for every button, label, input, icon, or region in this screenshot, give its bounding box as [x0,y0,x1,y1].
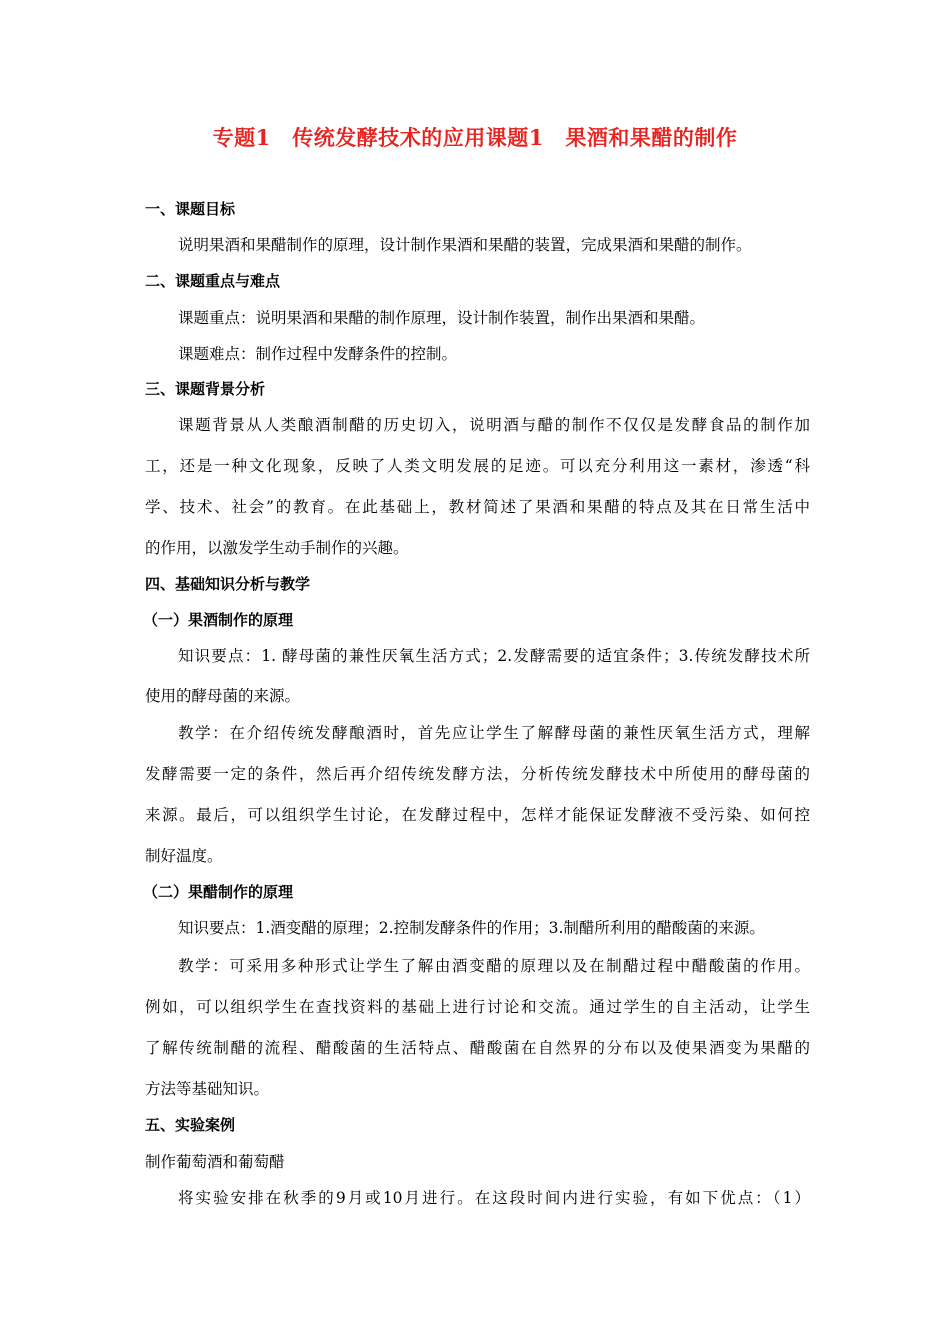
subsection-heading-1: （一）果酒制作的原理 [143,611,294,629]
paragraph-line: 教学：可采用多种形式让学生了解由酒变醋的原理以及在制醋过程中醋酸菌的作用。 [178,957,810,975]
paragraph-line: 学、技术、社会”的教育。在此基础上，教材简述了果酒和果醋的特点及其在日常生活中 [145,498,810,516]
case-title: 制作葡萄酒和葡萄醋 [145,1153,285,1171]
paragraph-line: 知识要点：1. 酵母菌的兼性厌氧生活方式；2.发酵需要的适宜条件；3.传统发酵技术所 [178,647,810,665]
section-heading-3: 三、课题背景分析 [145,380,266,398]
paragraph-line: 课题背景从人类酿酒制醋的历史切入，说明酒与醋的制作不仅仅是发酵食品的制作加 [178,416,810,434]
paragraph-line: 例如，可以组织学生在查找资料的基础上进行讨论和交流。通过学生的自主活动，让学生 [145,998,810,1016]
subsection-heading-2: （二）果醋制作的原理 [143,883,294,901]
paragraph-line: 的作用，以激发学生动手制作的兴趣。 [145,539,409,557]
paragraph-key-points: 课题重点：说明果酒和果醋的制作原理，设计制作装置，制作出果酒和果醋。 [178,309,706,327]
paragraph-line: 来源。最后，可以组织学生讨论，在发酵过程中，怎样才能保证发酵液不受污染、如何控 [145,806,810,824]
section-heading-4: 四、基础知识分析与教学 [145,575,311,593]
section-heading-2: 二、课题重点与难点 [145,272,281,290]
paragraph-line: 使用的酵母菌的来源。 [145,687,301,705]
paragraph-difficulty: 课题难点：制作过程中发酵条件的控制。 [178,345,458,363]
paragraph-line: 制好温度。 [145,847,223,865]
paragraph-line: 教学：在介绍传统发酵酿酒时，首先应让学生了解酵母菌的兼性厌氧生活方式，理解 [178,724,810,742]
page-title: 专题1 传统发酵技术的应用课题1 果酒和果醋的制作 [212,125,738,150]
paragraph-line: 发酵需要一定的条件，然后再介绍传统发酵方法，分析传统发酵技术中所使用的酵母菌的 [145,765,810,783]
section-heading-5: 五、实验案例 [145,1116,236,1134]
paragraph-objective: 说明果酒和果醋制作的原理，设计制作果酒和果醋的装置，完成果酒和果醋的制作。 [178,236,752,254]
paragraph-line: 将实验安排在秋季的9月或10月进行。在这段时间内进行实验，有如下优点：（1） [178,1189,810,1207]
paragraph-line: 工，还是一种文化现象，反映了人类文明发展的足迹。可以充分利用这一素材，渗透“科 [145,457,810,475]
paragraph-line: 知识要点：1.酒变醋的原理；2.控制发酵条件的作用；3.制醋所利用的醋酸菌的来源。 [178,919,765,937]
section-heading-1: 一、课题目标 [145,200,236,218]
paragraph-line: 方法等基础知识。 [145,1080,270,1098]
paragraph-line: 了解传统制醋的流程、醋酸菌的生活特点、醋酸菌在自然界的分布以及使果酒变为果醋的 [145,1039,810,1057]
